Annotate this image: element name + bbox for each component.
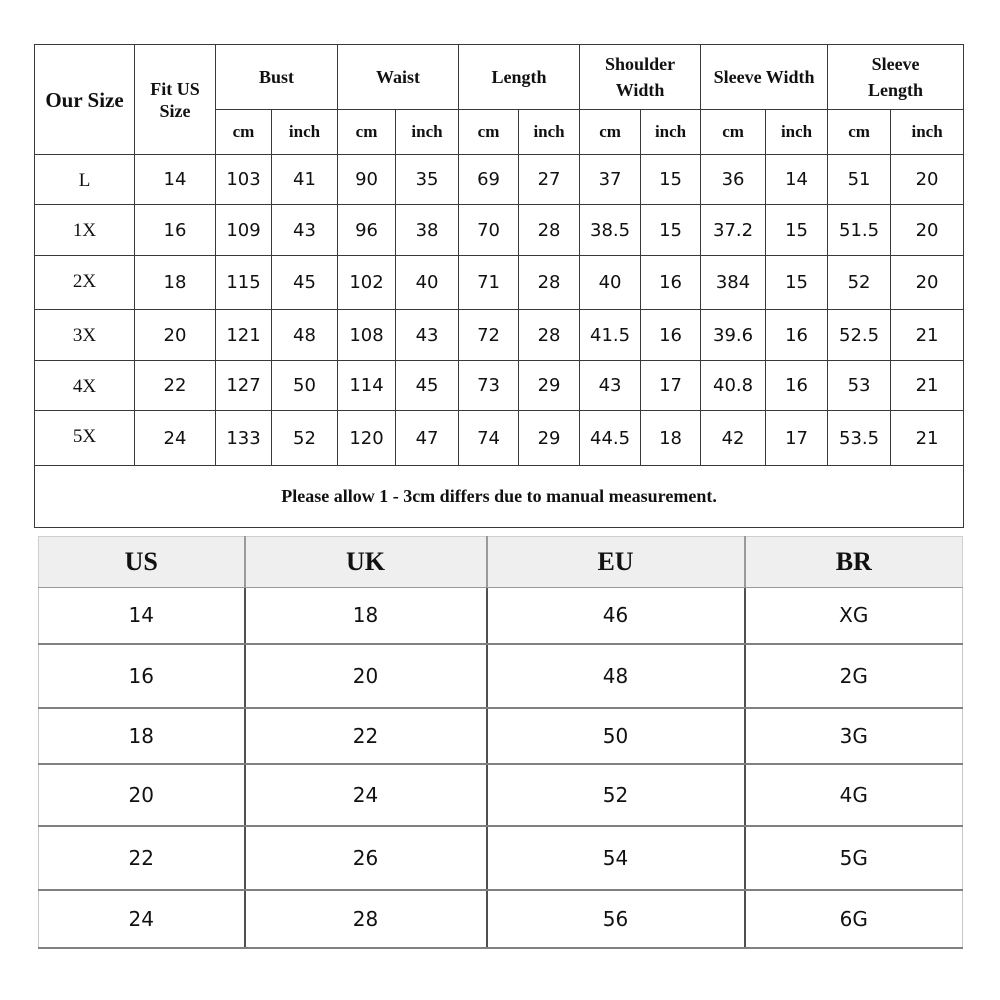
eu-cell: 50: [487, 708, 745, 764]
shoulder-inch-cell: 16: [641, 310, 701, 361]
br-cell: XG: [745, 588, 963, 644]
table-row: [35, 155, 964, 205]
measurement-note: Please allow 1 - 3cm differs due to manual measurement.: [35, 466, 964, 528]
sleeve-length-inch-cell: 20: [891, 205, 964, 256]
conversion-header-row: [39, 537, 963, 588]
uk-cell: 24: [245, 764, 487, 826]
us-cell: 20: [39, 764, 245, 826]
table-row: [39, 826, 963, 890]
sleeve-width-cm-cell: 37.2: [701, 205, 766, 256]
sleeve-width-inch-cell: 16: [766, 310, 828, 361]
our-size-cell: L: [35, 155, 135, 205]
length-cm-cell: 72: [459, 310, 519, 361]
us-cell: 18: [39, 708, 245, 764]
bust-cm-cell: 133: [216, 411, 272, 466]
length-cm-cell: 71: [459, 256, 519, 310]
bust-inch-cell: 43: [272, 205, 338, 256]
unit-inch: inch: [396, 110, 459, 155]
table-row: [39, 764, 963, 826]
sleeve-width-inch-cell: 15: [766, 205, 828, 256]
length-cm-cell: 70: [459, 205, 519, 256]
uk-cell: 28: [245, 890, 487, 948]
uk-cell: 26: [245, 826, 487, 890]
header-shoulder-width-label: Shoulder Width: [605, 54, 676, 100]
shoulder-inch-cell: 17: [641, 361, 701, 411]
length-inch-cell: 28: [519, 205, 580, 256]
sleeve-width-inch-cell: 17: [766, 411, 828, 466]
uk-cell: 18: [245, 588, 487, 644]
unit-cm: cm: [338, 110, 396, 155]
waist-cm-cell: 108: [338, 310, 396, 361]
bust-cm-cell: 103: [216, 155, 272, 205]
table-row: [39, 708, 963, 764]
shoulder-cm-cell: 38.5: [580, 205, 641, 256]
waist-inch-cell: 35: [396, 155, 459, 205]
waist-inch-cell: 40: [396, 256, 459, 310]
unit-cm: cm: [828, 110, 891, 155]
shoulder-cm-cell: 37: [580, 155, 641, 205]
waist-cm-cell: 96: [338, 205, 396, 256]
sleeve-length-cm-cell: 53: [828, 361, 891, 411]
sleeve-length-cm-cell: 53.5: [828, 411, 891, 466]
us-size-cell: 14: [135, 155, 216, 205]
sleeve-width-cm-cell: 42: [701, 411, 766, 466]
length-inch-cell: 29: [519, 361, 580, 411]
bust-cm-cell: 115: [216, 256, 272, 310]
shoulder-cm-cell: 43: [580, 361, 641, 411]
sleeve-width-cm-cell: 39.6: [701, 310, 766, 361]
header-waist: Waist: [338, 45, 459, 110]
shoulder-inch-cell: 15: [641, 205, 701, 256]
us-size-cell: 16: [135, 205, 216, 256]
bust-inch-cell: 52: [272, 411, 338, 466]
waist-cm-cell: 114: [338, 361, 396, 411]
table-row: [35, 256, 964, 310]
bust-cm-cell: 121: [216, 310, 272, 361]
waist-cm-cell: 102: [338, 256, 396, 310]
us-cell: 16: [39, 644, 245, 708]
waist-cm-cell: 120: [338, 411, 396, 466]
sleeve-length-inch-cell: 21: [891, 361, 964, 411]
us-cell: 14: [39, 588, 245, 644]
sleeve-width-cm-cell: 40.8: [701, 361, 766, 411]
us-size-cell: 18: [135, 256, 216, 310]
sleeve-length-cm-cell: 52.5: [828, 310, 891, 361]
unit-inch: inch: [766, 110, 828, 155]
eu-cell: 48: [487, 644, 745, 708]
sleeve-width-cm-cell: 36: [701, 155, 766, 205]
our-size-cell: 3X: [35, 310, 135, 361]
waist-cm-cell: 90: [338, 155, 396, 205]
size-conversion-table: [38, 536, 963, 949]
unit-inch: inch: [519, 110, 580, 155]
shoulder-cm-cell: 41.5: [580, 310, 641, 361]
shoulder-cm-cell: 40: [580, 256, 641, 310]
br-cell: 4G: [745, 764, 963, 826]
waist-inch-cell: 43: [396, 310, 459, 361]
shoulder-cm-cell: 44.5: [580, 411, 641, 466]
sleeve-length-inch-cell: 21: [891, 411, 964, 466]
table-row: [35, 411, 964, 466]
eu-cell: 52: [487, 764, 745, 826]
size-chart-table: [34, 44, 964, 528]
header-br: BR: [745, 537, 963, 588]
length-inch-cell: 28: [519, 310, 580, 361]
eu-cell: 56: [487, 890, 745, 948]
header-fit-us-size: [135, 45, 216, 155]
br-cell: 5G: [745, 826, 963, 890]
unit-inch: inch: [641, 110, 701, 155]
sleeve-width-inch-cell: 14: [766, 155, 828, 205]
us-size-cell: 22: [135, 361, 216, 411]
us-size-cell: 24: [135, 411, 216, 466]
bust-inch-cell: 41: [272, 155, 338, 205]
length-inch-cell: 28: [519, 256, 580, 310]
eu-cell: 46: [487, 588, 745, 644]
table-row: [39, 644, 963, 708]
unit-inch: inch: [272, 110, 338, 155]
uk-cell: 22: [245, 708, 487, 764]
unit-cm: cm: [216, 110, 272, 155]
br-cell: 3G: [745, 708, 963, 764]
unit-cm: cm: [701, 110, 766, 155]
table-row: [35, 361, 964, 411]
sleeve-length-cm-cell: 51: [828, 155, 891, 205]
sleeve-width-inch-cell: 15: [766, 256, 828, 310]
header-sleeve-length: [828, 45, 964, 110]
unit-inch: inch: [891, 110, 964, 155]
uk-cell: 20: [245, 644, 487, 708]
our-size-cell: 2X: [35, 256, 135, 310]
length-inch-cell: 27: [519, 155, 580, 205]
header-bust: Bust: [216, 45, 338, 110]
our-size-cell: 4X: [35, 361, 135, 411]
bust-inch-cell: 48: [272, 310, 338, 361]
shoulder-inch-cell: 18: [641, 411, 701, 466]
length-inch-cell: 29: [519, 411, 580, 466]
header-our-size: Our Size: [35, 45, 135, 155]
header-eu: EU: [487, 537, 745, 588]
waist-inch-cell: 47: [396, 411, 459, 466]
our-size-cell: 5X: [35, 411, 135, 466]
br-cell: 2G: [745, 644, 963, 708]
unit-cm: cm: [580, 110, 641, 155]
table-row: [35, 205, 964, 256]
our-size-cell: 1X: [35, 205, 135, 256]
header-uk: UK: [245, 537, 487, 588]
length-cm-cell: 73: [459, 361, 519, 411]
length-cm-cell: 69: [459, 155, 519, 205]
unit-cm: cm: [459, 110, 519, 155]
header-shoulder-width: [580, 45, 701, 110]
header-length: Length: [459, 45, 580, 110]
bust-inch-cell: 50: [272, 361, 338, 411]
bust-cm-cell: 109: [216, 205, 272, 256]
us-size-cell: 20: [135, 310, 216, 361]
waist-inch-cell: 38: [396, 205, 459, 256]
sleeve-length-cm-cell: 51.5: [828, 205, 891, 256]
sleeve-length-inch-cell: 20: [891, 155, 964, 205]
header-row-groups: [35, 45, 964, 110]
header-sleeve-length-label: Sleeve Length: [868, 54, 924, 100]
header-us: US: [39, 537, 245, 588]
br-cell: 6G: [745, 890, 963, 948]
sleeve-width-cm-cell: 384: [701, 256, 766, 310]
table-row: [39, 588, 963, 644]
note-row: [35, 466, 964, 528]
us-cell: 24: [39, 890, 245, 948]
us-cell: 22: [39, 826, 245, 890]
size-chart-body: [35, 155, 964, 466]
shoulder-inch-cell: 15: [641, 155, 701, 205]
sleeve-length-cm-cell: 52: [828, 256, 891, 310]
bust-inch-cell: 45: [272, 256, 338, 310]
bust-cm-cell: 127: [216, 361, 272, 411]
sleeve-width-inch-cell: 16: [766, 361, 828, 411]
shoulder-inch-cell: 16: [641, 256, 701, 310]
waist-inch-cell: 45: [396, 361, 459, 411]
length-cm-cell: 74: [459, 411, 519, 466]
sleeve-length-inch-cell: 21: [891, 310, 964, 361]
sleeve-length-inch-cell: 20: [891, 256, 964, 310]
table-row: [35, 310, 964, 361]
header-fit-us-size-label: Fit US Size: [150, 78, 200, 121]
eu-cell: 54: [487, 826, 745, 890]
header-sleeve-width: Sleeve Width: [701, 45, 828, 110]
table-row: [39, 890, 963, 948]
